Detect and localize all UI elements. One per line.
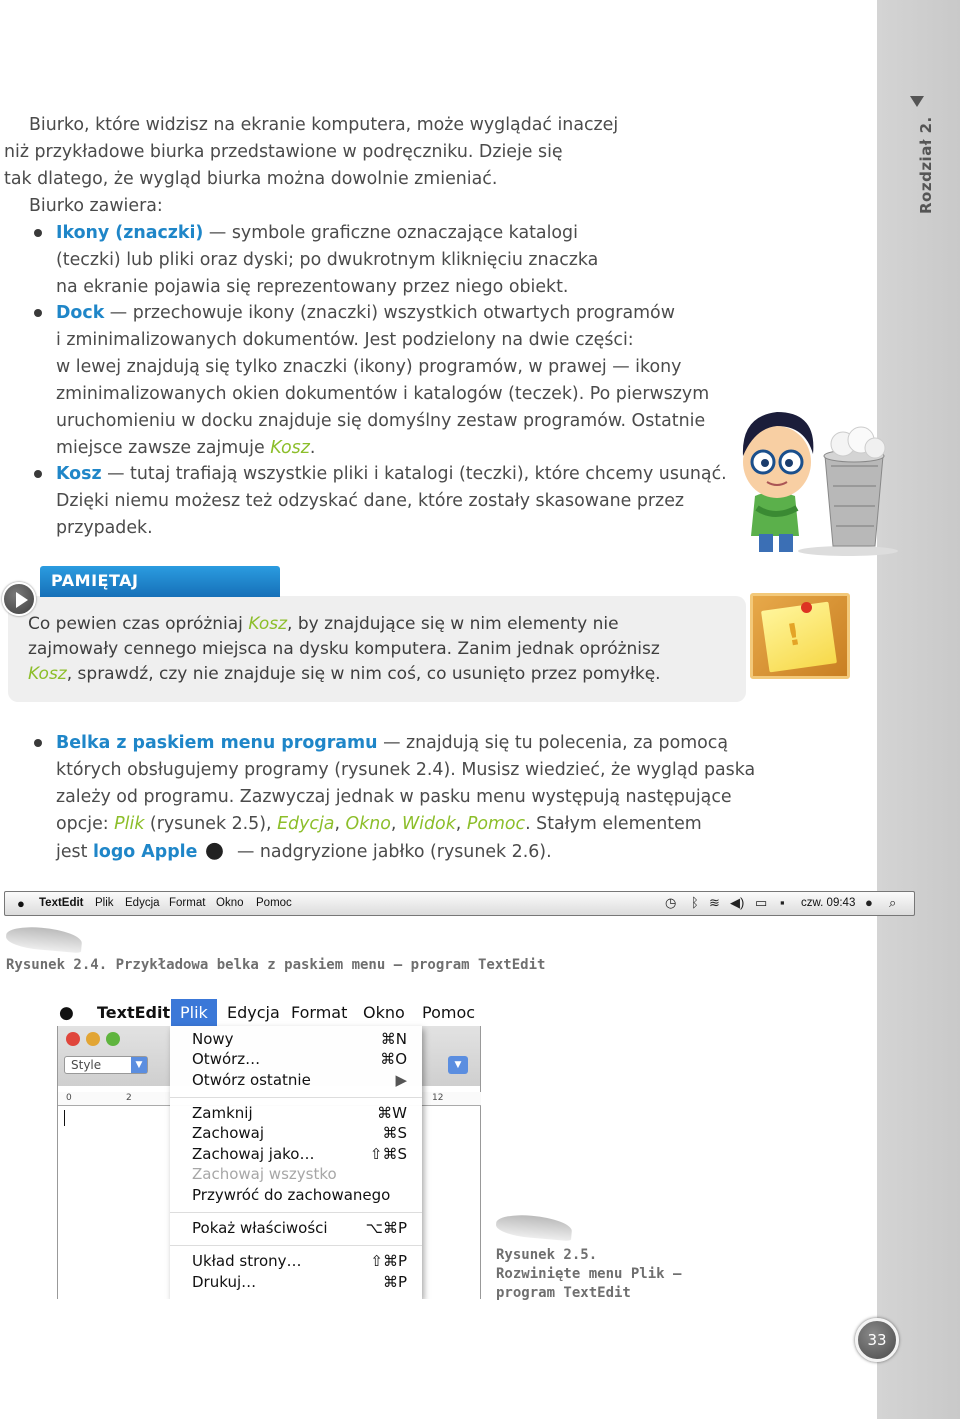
menu-separator — [170, 1097, 422, 1098]
bullet-dock-text: — przechowuje ikony (znaczki) wszystkich otwartych programów — [104, 303, 675, 323]
bullet-trash-line-3: przypadek. — [56, 518, 153, 538]
ruler-tick: 12 — [432, 1093, 444, 1103]
menu-item-save-all — [192, 1165, 407, 1183]
caption-swoosh — [495, 1213, 573, 1242]
menu-item-label: Zachowaj wszystko — [192, 1165, 337, 1183]
remember-text-part: , by znajdujące się w nim elementy nie — [287, 614, 619, 634]
menu-edycja[interactable]: Edycja — [227, 1003, 280, 1022]
bullet-menubar-line-4 — [56, 811, 702, 838]
remember-line-2: zajmowały cennego miejsca na dysku komputera. Zanim jednak opróżnisz — [28, 639, 660, 659]
shortcut-label: ⇧⌘P — [370, 1252, 407, 1270]
menubar-text: opcje: — [56, 814, 115, 834]
remember-text — [28, 612, 661, 687]
remember-title: PAMIĘTAJ — [51, 571, 139, 590]
app-menubar — [57, 999, 481, 1026]
menu-pomoc[interactable]: Pomoc — [256, 897, 292, 909]
textedit-file-menu-screenshot — [57, 999, 481, 1299]
bullet-dot — [34, 739, 42, 747]
shortcut-label: ⌘N — [380, 1030, 407, 1048]
term-widok: Widok — [401, 814, 456, 834]
user-icon[interactable]: ● — [865, 895, 873, 910]
menu-item-save[interactable] — [192, 1124, 407, 1142]
bullet-icons-line-1 — [56, 220, 578, 247]
menu-item-show-properties[interactable] — [192, 1219, 407, 1237]
menubar-text: — nadgryzione jabłko (rysunek 2.6). — [231, 842, 552, 862]
menubar-text: . Stałym elementem — [525, 814, 702, 834]
dock-text: miejsce zawsze zajmuje — [56, 438, 271, 458]
boy-trash-illustration — [733, 396, 903, 558]
shortcut-label: ⇧⌘S — [369, 1145, 407, 1163]
term-kosz-em: Kosz — [28, 664, 67, 684]
bullet-dock-line-2: i zminimalizowanych dokumentów. Jest podzielony na dwie części: — [56, 330, 634, 350]
menu-item-label: Przywróć do zachowanego — [192, 1186, 391, 1204]
menubar-text: , — [455, 814, 467, 834]
menu-item-print[interactable] — [192, 1273, 407, 1291]
remember-text-part: Co pewien czas opróżniaj — [28, 614, 249, 634]
search-icon[interactable]: ⌕ — [889, 895, 897, 910]
minimize-button[interactable] — [86, 1032, 100, 1046]
bullet-dock-line-1 — [56, 300, 675, 327]
file-dropdown-menu — [170, 1026, 422, 1299]
bluetooth-icon[interactable]: ᛒ — [691, 895, 699, 910]
menu-okno[interactable]: Okno — [216, 897, 244, 909]
remember-text-part: , sprawdź, czy nie znajduje się w nim coś, co usunięto przez pomyłkę. — [66, 664, 661, 684]
bullet-menubar-line-1 — [56, 730, 728, 757]
menu-item-save-as[interactable] — [192, 1145, 407, 1163]
term-plik: Plik — [114, 814, 145, 834]
menu-item-page-setup[interactable] — [192, 1252, 407, 1270]
menu-item-label: Nowy — [192, 1030, 234, 1048]
chapter-label: Rozdział 2. — [917, 116, 935, 214]
menu-okno[interactable]: Okno — [363, 1003, 405, 1022]
term-kosz-em: Kosz — [248, 614, 288, 634]
menu-item-label: Układ strony… — [192, 1252, 302, 1270]
page-number: 33 — [855, 1318, 899, 1362]
bullet-menubar-line-5 — [56, 838, 552, 866]
bullet-menubar-line-2: których obsługujemy programy (rysunek 2.4). Musisz wiedzieć, że wygląd paska — [56, 760, 756, 780]
menu-item-label: Pokaż właściwości — [192, 1219, 328, 1237]
term-dock: Dock — [56, 303, 105, 323]
chevron-down-icon: ▼ — [131, 1057, 147, 1073]
menu-item-label: Zachowaj — [192, 1124, 265, 1142]
figure-caption-2-5-line-3: program TextEdit — [496, 1285, 631, 1301]
figure-caption-2-5-line-1: Rysunek 2.5. — [496, 1247, 598, 1263]
exclamation-icon: ! — [784, 617, 804, 654]
bullet-icons-text: — symbole graficzne oznaczające katalogi — [203, 223, 578, 243]
time-machine-icon[interactable]: ◷ — [665, 895, 677, 910]
chapter-marker — [897, 96, 937, 226]
apple-logo-icon: ● — [17, 896, 25, 911]
bullet-dock-line-5: uruchomieniu w docku znajduje się domyślny zestaw programów. Ostatnie — [56, 411, 706, 431]
menu-item-revert[interactable] — [192, 1186, 407, 1204]
menu-separator — [170, 1245, 422, 1246]
term-logo-apple: logo Apple — [92, 842, 198, 862]
text-cursor — [64, 1110, 65, 1126]
menu-edycja[interactable]: Edycja — [125, 897, 160, 909]
menu-item-label: Zachowaj jako… — [192, 1145, 315, 1163]
figure-caption-2-4: Rysunek 2.4. Przykładowa belka z paskiem menu — program TextEdit — [6, 957, 546, 973]
intro-line-4: Biurko zawiera: — [29, 196, 163, 216]
chevron-down-icon[interactable]: ▼ — [448, 1056, 468, 1074]
term-kosz-em: Kosz — [270, 438, 310, 458]
menubar-text: , — [390, 814, 402, 834]
menu-item-label: Drukuj… — [192, 1273, 257, 1291]
bullet-icons-line-2: (teczki) lub pliki oraz dyski; po dwukrotnym kliknięciu znaczka — [56, 250, 599, 270]
menu-item-label: Zamknij — [192, 1104, 253, 1122]
menu-separator — [170, 1212, 422, 1213]
close-button[interactable] — [66, 1032, 80, 1046]
bullet-icons-line-3: na ekranie pojawia się reprezentowany przez niego obiekt. — [56, 277, 569, 297]
remember-line-3 — [28, 662, 661, 687]
play-icon — [2, 582, 36, 616]
menubar-clock[interactable]: czw. 09:43 — [801, 897, 856, 909]
shortcut-label: ⌘P — [382, 1273, 407, 1291]
bullet-dock-line-4: zminimalizowanych okien dokumentów i katalogów (teczek). Po pierwszym — [56, 384, 710, 404]
term-menubar: Belka z paskiem menu programu — [56, 733, 378, 753]
shortcut-label: ⌘O — [380, 1050, 407, 1068]
bullet-trash-text: — tutaj trafiają wszystkie pliki i katalogi (teczki), które chcemy usunąć. — [101, 464, 727, 484]
intro-line-2: niż przykładowe biurka przedstawione w podręczniku. Dzieje się — [4, 142, 563, 162]
triangle-down-icon — [910, 96, 924, 107]
ruler-tick: 0 — [66, 1093, 72, 1103]
menu-item-label: Otwórz… — [192, 1050, 261, 1068]
term-icons: Ikony (znaczki) — [56, 223, 204, 243]
bullet-dot — [34, 470, 42, 478]
menu-format[interactable]: Format — [291, 1003, 348, 1022]
intro-line-3: tak dlatego, że wygląd biurka można dowolnie zmieniać. — [4, 169, 498, 189]
ruler-tick: 2 — [126, 1093, 132, 1103]
remember-tab — [40, 566, 280, 597]
term-okno: Okno — [345, 814, 391, 834]
term-trash: Kosz — [56, 464, 102, 484]
battery-icon[interactable]: ▭ — [755, 895, 768, 910]
wifi-icon[interactable]: ≋ — [709, 895, 720, 910]
bullet-trash-line-2: Dzięki niemu możesz też odzyskać dane, które zostały skasowane przez — [56, 491, 685, 511]
submenu-arrow-icon: ▶ — [395, 1071, 407, 1089]
volume-icon[interactable]: ◀) — [730, 895, 745, 910]
pin-icon — [801, 602, 812, 613]
shortcut-label: ⌥⌘P — [365, 1219, 407, 1237]
flag-icon[interactable]: ▪ — [780, 895, 785, 910]
menu-item-close[interactable] — [192, 1104, 407, 1122]
menu-plik[interactable]: Plik — [95, 897, 114, 909]
shortcut-label: ⌘S — [382, 1124, 407, 1142]
bullet-dot — [34, 229, 42, 237]
remember-line-1 — [28, 612, 661, 637]
term-edycja: Edycja — [277, 814, 335, 834]
style-select-label: Style — [71, 1058, 102, 1072]
figure-caption-2-5-line-2: Rozwinięte menu Plik — — [496, 1266, 682, 1282]
zoom-button[interactable] — [106, 1032, 120, 1046]
menu-textedit[interactable]: TextEdit — [97, 1003, 171, 1022]
sticky-note-icon — [750, 593, 850, 679]
menubar-text: , — [334, 814, 346, 834]
bullet-trash-line-1 — [56, 461, 727, 488]
bullet-dock-line-6 — [56, 435, 315, 462]
dock-period: . — [309, 438, 316, 458]
term-pomoc: Pomoc — [466, 814, 526, 834]
menu-textedit[interactable]: TextEdit — [39, 897, 84, 909]
menu-format[interactable]: Format — [169, 897, 206, 909]
style-select[interactable] — [64, 1056, 148, 1074]
menu-pomoc[interactable]: Pomoc — [422, 1003, 476, 1022]
shortcut-label: ⌘W — [377, 1104, 407, 1122]
bullet-menubar-line-3: zależy od programu. Zazwyczaj jednak w pasku menu występują następujące — [56, 787, 732, 807]
apple-logo-icon: ● — [59, 1003, 74, 1023]
apple-logo-icon: ● — [204, 838, 225, 863]
menu-item-open[interactable] — [192, 1050, 407, 1068]
menu-item-new[interactable] — [192, 1030, 407, 1048]
bullet-dot — [34, 309, 42, 317]
menu-item-open-recent[interactable] — [192, 1071, 407, 1089]
menubar-text: (rysunek 2.5), — [144, 814, 278, 834]
menu-plik-active[interactable]: Plik — [171, 999, 217, 1026]
caption-swoosh — [5, 925, 83, 954]
bullet-menubar-text: — znajdują się tu polecenia, za pomocą — [377, 733, 729, 753]
bullet-dock-line-3: w lewej znajdują się tylko znaczki (ikony) programów, w prawej — ikony — [56, 357, 682, 377]
menu-item-label: Otwórz ostatnie — [192, 1071, 311, 1089]
menubar-text: jest — [56, 842, 93, 862]
intro-line-1: Biurko, które widzisz na ekranie komputera, może wyglądać inaczej — [29, 115, 619, 135]
menubar-screenshot — [4, 891, 915, 916]
